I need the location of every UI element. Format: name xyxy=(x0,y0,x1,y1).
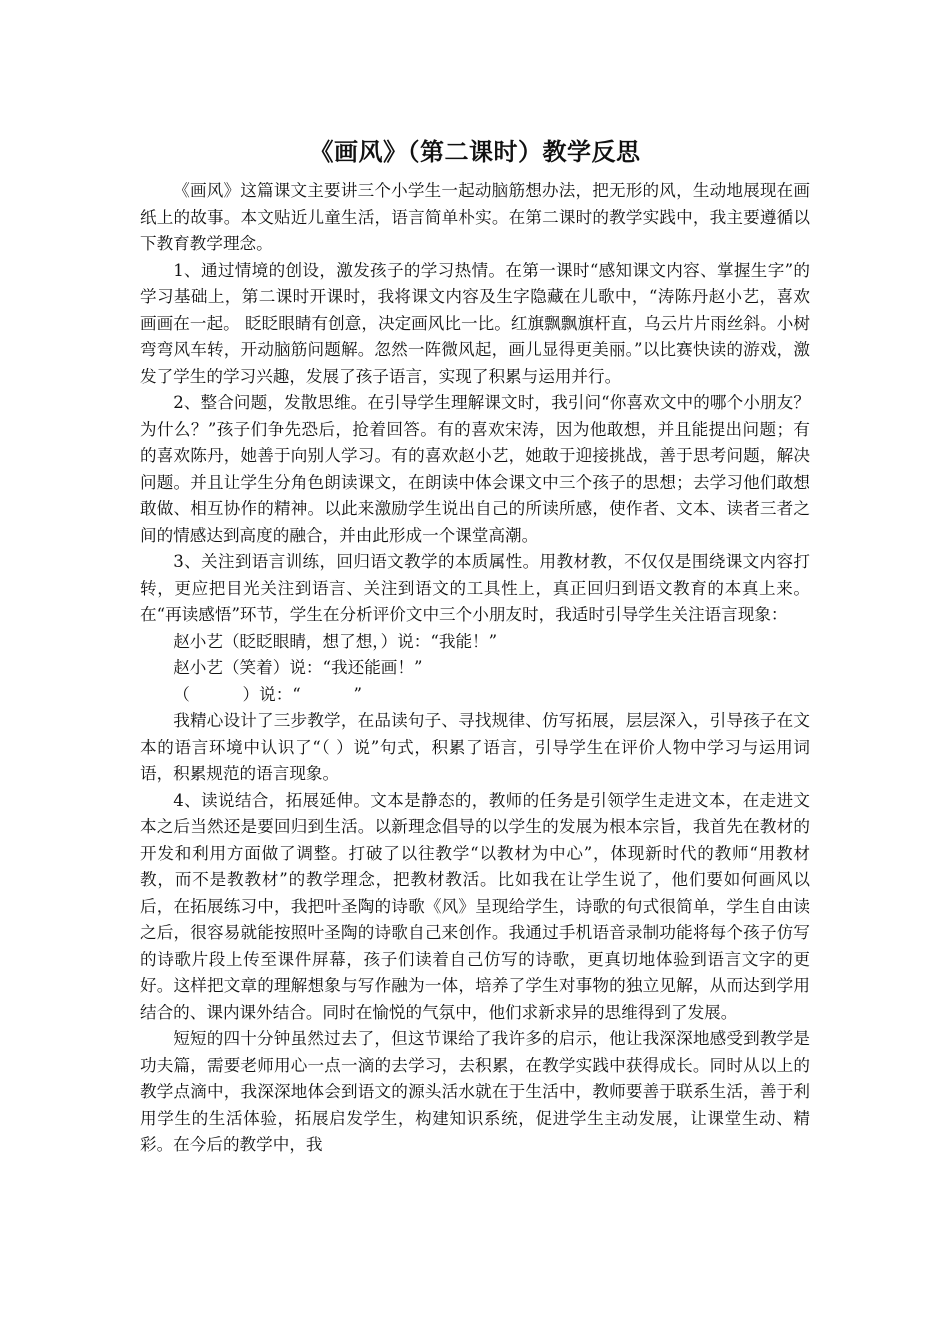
document-title: 《画风》（第二课时）教学反思 xyxy=(309,137,641,166)
example-sentence-2: 赵小艺（笑着）说：“我还能画！” xyxy=(173,658,423,677)
paragraph-point-3: 3、关注到语言训练，回归语文教学的本质属性。用教材教，不仅仅是围绕课文内容打转，更应把目光关注到语言、关注到语文的工具性上，真正回归到语文教育的本真上来。在“再读感悟”环节，学生在分析评价文中三个小朋友时，我适时引导学生关注语言现象： xyxy=(140,552,810,624)
paragraph-point-2: 2、整合问题，发散思维。在引导学生理解课文时，我引问“你喜欢文中的哪个小朋友？为什么？”孩子们争先恐后，抢着回答。有的喜欢宋涛，因为他敢想，并且能提出问题；有的喜欢陈丹，她善于向别人学习。有的喜欢赵小艺，她敢于迎接挑战，善于思考问题，解决问题。并且让学生分角色朗读课文，在朗读中体会课文中三个孩子的思想；去学习他们敢想敢做、相互协作的精神。以此来激励学生说出自己的所读所感，使作者、文本、读者三者之间的情感达到高度的融合，并由此形成一个课堂高潮。 xyxy=(140,393,810,545)
example-sentence-1: 赵小艺（眨眨眼睛，想了想，）说：“我能！” xyxy=(173,631,498,651)
paragraph-point-4: 4、读说结合，拓展延伸。文本是静态的，教师的任务是引领学生走进文本，在走进文本之后当然还是要回归到生活。以新理念倡导的以学生的发展为根本宗旨，我首先在教材的开发和利用方面做了调整。打破了以往教学“以教材为中心”，体现新时代的教师“用教材教，而不是教教材”的教学理念，把教材教活。比如我在让学生说了，他们要如何画风以后，在拓展练习中，我把叶圣陶的诗歌《风》呈现给学生，诗歌的句式很简单，学生自由读之后，很容易就能按照叶圣陶的诗歌自己来创作。我通过手机语音录制功能将每个孩子仿写的诗歌片段上传至课件屏幕，孩子们读着自己仿写的诗歌，更真切地体验到语言文字的更好。这样把文章的理解想象与写作融为一体，培养了学生对事物的独立见解，从而达到学用结合的、课内课外结合。同时在愉悦的气氛中，他们求新求异的思维得到了发展。 xyxy=(140,790,810,1022)
paragraph-intro: 《画风》这篇课文主要讲三个小学生一起动脑筋想办法，把无形的风，生动地展现在画纸上的故事。本文贴近儿童生活，语言简单朴实。在第二课时的教学实践中，我主要遵循以下教育教学理念。 xyxy=(140,181,810,253)
document-body xyxy=(140,178,810,1159)
paragraph-conclusion: 短短的四十分钟虽然过去了，但这节课给了我许多的启示，他让我深深地感受到教学是功夫篇，需要老师用心一点一滴的去学习，去积累，在教学实践中获得成长。同时从以上的教学点滴中，我深深地体会到语文的源头活水就在于生活中，教师要善于联系生活，善于利用学生的生活体验，拓展启发学生，构建知识系统，促进学生主动发展，让课堂生动、精彩。在今后的教学中，我 xyxy=(140,1029,810,1154)
paragraph-design: 我精心设计了三步教学，在品读句子、寻找规律、仿写拓展，层层深入，引导孩子在文本的语言环境中认识了“（ ）说”句式，积累了语言，引导学生在评价人物中学习与运用词语，积累规范的语言现象。 xyxy=(140,711,810,783)
example-sentence-blank: （ ）说：“ ” xyxy=(173,684,363,704)
document-page xyxy=(140,134,810,1159)
paragraph-point-1: 1、通过情境的创设，激发孩子的学习热情。在第一课时“感知课文内容、掌握生字”的学习基础上，第二课时开课时，我将课文内容及生字隐藏在儿歌中，“涛陈丹赵小艺，喜欢画画在一起。 眨眨眼睛有创意，决定画风比一比。红旗飘飘旗杆直，乌云片片雨丝斜。小树弯弯风车转，开动脑筋问题解。忽然一阵微风起，画儿显得更美丽。”以比赛快读的游戏，激发了学生的学习兴趣，发展了孩子语言，实现了积累与运用并行。 xyxy=(140,260,810,386)
